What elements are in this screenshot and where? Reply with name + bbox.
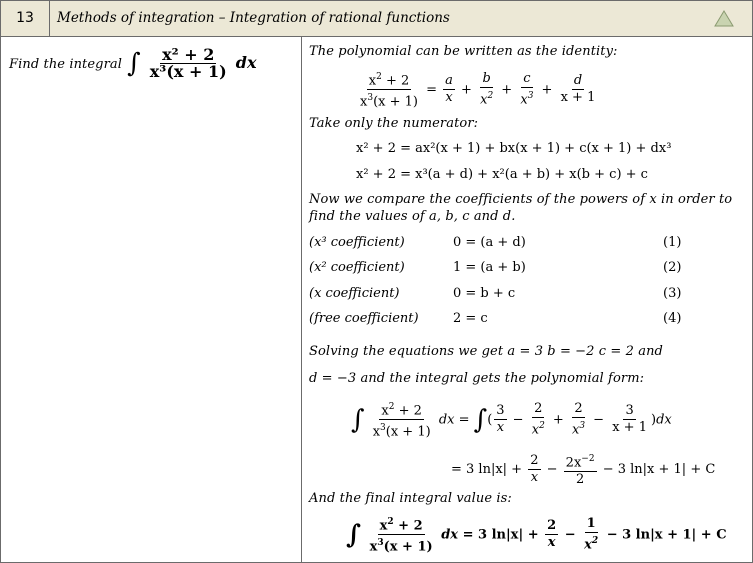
coeff-label-3: (x coefficient) [309, 286, 400, 301]
intro-text: The polynomial can be written as the identity: [309, 44, 618, 59]
coeff-tag-4: (4) [663, 311, 682, 326]
integrand-numerator: x² + 2 [162, 45, 215, 64]
compare-text-2: find the values of a, b, c and d. [309, 209, 516, 224]
coeff-eq-4: 2 = c [453, 311, 488, 326]
differential: dx [235, 53, 257, 72]
coeff-eq-1: 0 = (a + d) [453, 235, 526, 250]
solving-text-1: Solving the equations we get a = 3 b = −2 c = 2 and [309, 344, 663, 359]
numerator-equation-1: x² + 2 = ax²(x + 1) + bx(x + 1) + c(x + 1) + dx³ [356, 141, 672, 156]
identity-equation: $\frac{x^2 + 2}{x^3(x + 1)}$ = $\frac{a}{x}$ + $\frac{b}{x^2}$ + $\frac{c}{x^3}$ + $\frac{d}{x + 1}$ [356, 69, 599, 111]
polynomial-form-equation: ∫ $\frac{x^2 + 2}{x^3(x + 1)}$ dx = ∫( $\frac{3}{x}$ − $\frac{2}{x^2}$ + $\frac{2}{x^3}$ − $\frac{3}{x + 1}$ )dx [351, 399, 672, 441]
triangle-up-icon[interactable] [714, 10, 734, 27]
antiderivative-equation: = 3 ln|x| + $\frac{2}{x}$ − $\frac{2x^{-2}}{2}$ − 3 ln|x + 1| + C [451, 451, 715, 488]
problem-title: Methods of integration – Integration of rational functions [57, 10, 450, 26]
coeff-eq-2: 1 = (a + b) [453, 260, 526, 275]
solving-text-2: d = −3 and the integral gets the polynomial form: [309, 371, 645, 386]
numerator-equation-2: x² + 2 = x³(a + d) + x²(a + b) + x(b + c) + c [356, 167, 648, 182]
final-result-equation: ∫ $\frac{x^2 + 2}{x^3(x + 1)}$ dx = 3 ln|x| + $\frac{2}{x}$ − $\frac{1}{x^2}$ − 3 ln|x + 1| + C [346, 514, 727, 556]
coeff-tag-2: (2) [663, 260, 682, 275]
coeff-tag-1: (1) [663, 235, 682, 250]
coeff-label-4: (free coefficient) [309, 311, 419, 326]
compare-text-1: Now we compare the coefficients of the powers of x in order to [309, 192, 733, 207]
coeff-label-2: (x² coefficient) [309, 260, 405, 275]
final-intro-text: And the final integral value is: [309, 491, 512, 506]
coeff-eq-3: 0 = b + c [453, 286, 516, 301]
question-text: Find the integral [9, 57, 123, 72]
integrand-denominator: x³(x + 1) [149, 62, 227, 81]
coeff-tag-3: (3) [663, 286, 682, 301]
header-bar [1, 1, 752, 37]
question-column [9, 47, 299, 80]
coeff-label-1: (x³ coefficient) [309, 235, 405, 250]
column-divider [301, 37, 302, 562]
problem-number: 13 [1, 1, 50, 36]
numerator-text: Take only the numerator: [309, 116, 479, 131]
integrand-fraction [148, 47, 229, 80]
integral-sign: ∫ [127, 48, 141, 79]
